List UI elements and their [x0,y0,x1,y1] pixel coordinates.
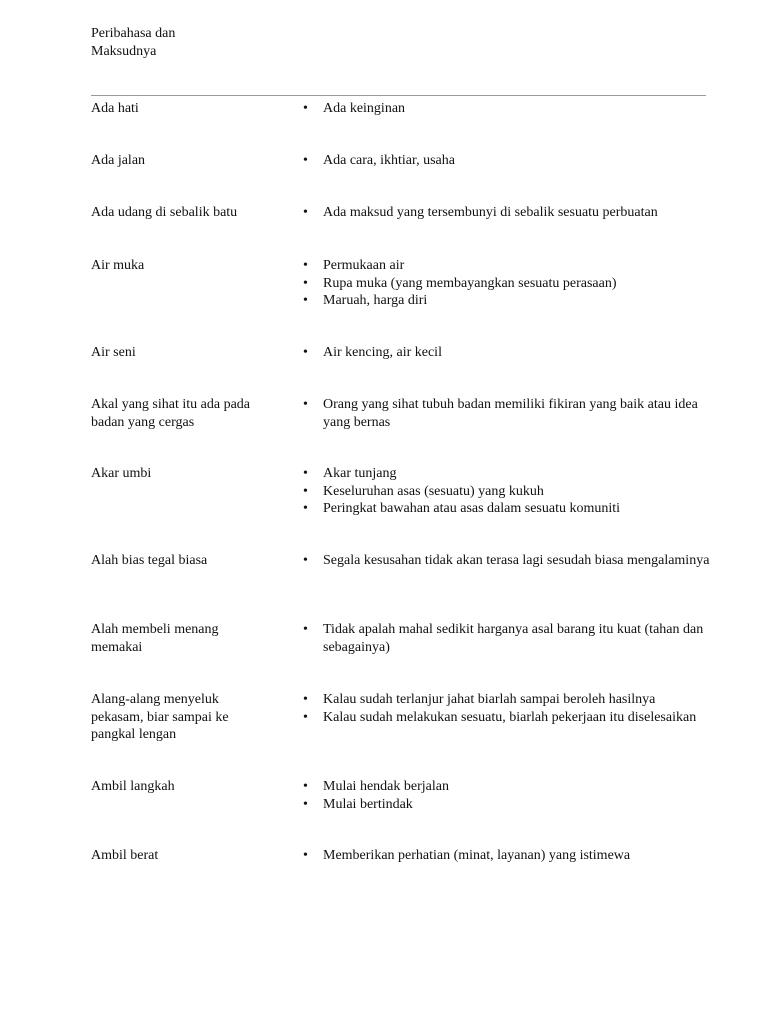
meaning-list [297,204,711,222]
proverb-row [91,552,711,570]
meaning-item: • Keseluruhan asas (sesuatu) yang kukuh [303,483,544,499]
proverb-row [91,396,711,431]
meaning-list [297,100,711,118]
bullet-icon: • [303,153,308,168]
meaning-item: • Tidak apalah mahal sedikit harganya asal barang itu kuat (tahan dan sebagainya) [303,622,704,655]
bullet-icon: • [303,501,308,516]
proverb-term: Air seni [91,345,136,360]
bullet-icon: • [303,622,308,637]
proverb-term: Alang-alang menyeluk pekasam, biar sampai ke pangkal lengan [91,692,229,742]
meaning-list [297,257,711,310]
bullet-icon: • [303,345,308,360]
proverb-term: Alah bias tegal biasa [91,553,208,568]
meaning-item: • Air kencing, air kecil [303,345,442,360]
meaning-item: • Rupa muka (yang membayangkan sesuatu perasaan) [303,275,617,291]
meaning-list [297,691,711,744]
meaning-item: • Memberikan perhatian (minat, layanan) yang istimewa [303,848,631,863]
meaning-item: • Ada maksud yang tersembunyi di sebalik sesuatu perbuatan [303,205,658,220]
proverb-term: Ada udang di sebalik batu [91,205,238,220]
meaning-item: • Ada cara, ikhtiar, usaha [303,153,455,168]
proverb-row [91,465,711,518]
meaning-list [297,396,711,431]
proverb-term: Alah membeli menang memakai [91,622,219,655]
meaning-item: • Akar tunjang [303,466,397,481]
meaning-item: • Kalau sudah melakukan sesuatu, biarlah pekerjaan itu diselesaikan [303,709,697,725]
meaning-item: • Mulai bertindak [303,796,413,812]
meaning-list [297,465,711,518]
meaning-item: • Maruah, harga diri [303,293,428,308]
proverb-term: Ambil langkah [91,779,175,794]
meaning-list [297,152,711,170]
bullet-icon: • [303,848,308,863]
header-divider [91,95,706,96]
bullet-icon: • [303,101,308,116]
proverb-term: Akal yang sihat itu ada pada badan yang cergas [91,397,251,430]
proverb-row [91,100,711,118]
proverb-term: Ada jalan [91,153,146,168]
meaning-item: • Ada keinginan [303,101,406,116]
proverb-term: Air muka [91,258,145,273]
proverb-row [91,204,711,222]
meaning-item: • Mulai hendak berjalan [303,779,449,794]
bullet-icon: • [303,258,308,273]
meaning-list [297,778,711,813]
proverb-row [91,847,711,865]
meaning-list [297,344,711,362]
meaning-item: • Peringkat bawahan atau asas dalam sesuatu komuniti [303,501,621,516]
document-title: Peribahasa dan Maksudnya [91,26,176,59]
bullet-icon: • [303,483,308,499]
meaning-list [297,847,711,865]
proverb-row [91,778,711,813]
meaning-item: • Permukaan air [303,258,405,273]
proverb-row [91,152,711,170]
meaning-list [297,621,711,656]
meaning-item: • Orang yang sihat tubuh badan memiliki fikiran yang baik atau idea yang bernas [303,397,698,430]
bullet-icon: • [303,205,308,220]
bullet-icon: • [303,275,308,291]
proverb-row [91,257,711,310]
proverb-row [91,691,711,744]
bullet-icon: • [303,397,308,412]
meaning-item: • Segala kesusahan tidak akan terasa lagi sesudah biasa mengalaminya [303,553,710,568]
bullet-icon: • [303,293,308,308]
bullet-icon: • [303,779,308,794]
bullet-icon: • [303,796,308,812]
bullet-icon: • [303,692,308,707]
bullet-icon: • [303,553,308,568]
proverb-row [91,621,711,656]
meaning-list [297,552,711,570]
proverb-term: Ambil berat [91,848,159,863]
meaning-item: • Kalau sudah terlanjur jahat biarlah sampai beroleh hasilnya [303,692,656,707]
bullet-icon: • [303,709,308,725]
proverb-row [91,344,711,362]
proverb-term: Akar umbi [91,466,152,481]
proverb-term: Ada hati [91,101,139,116]
bullet-icon: • [303,466,308,481]
